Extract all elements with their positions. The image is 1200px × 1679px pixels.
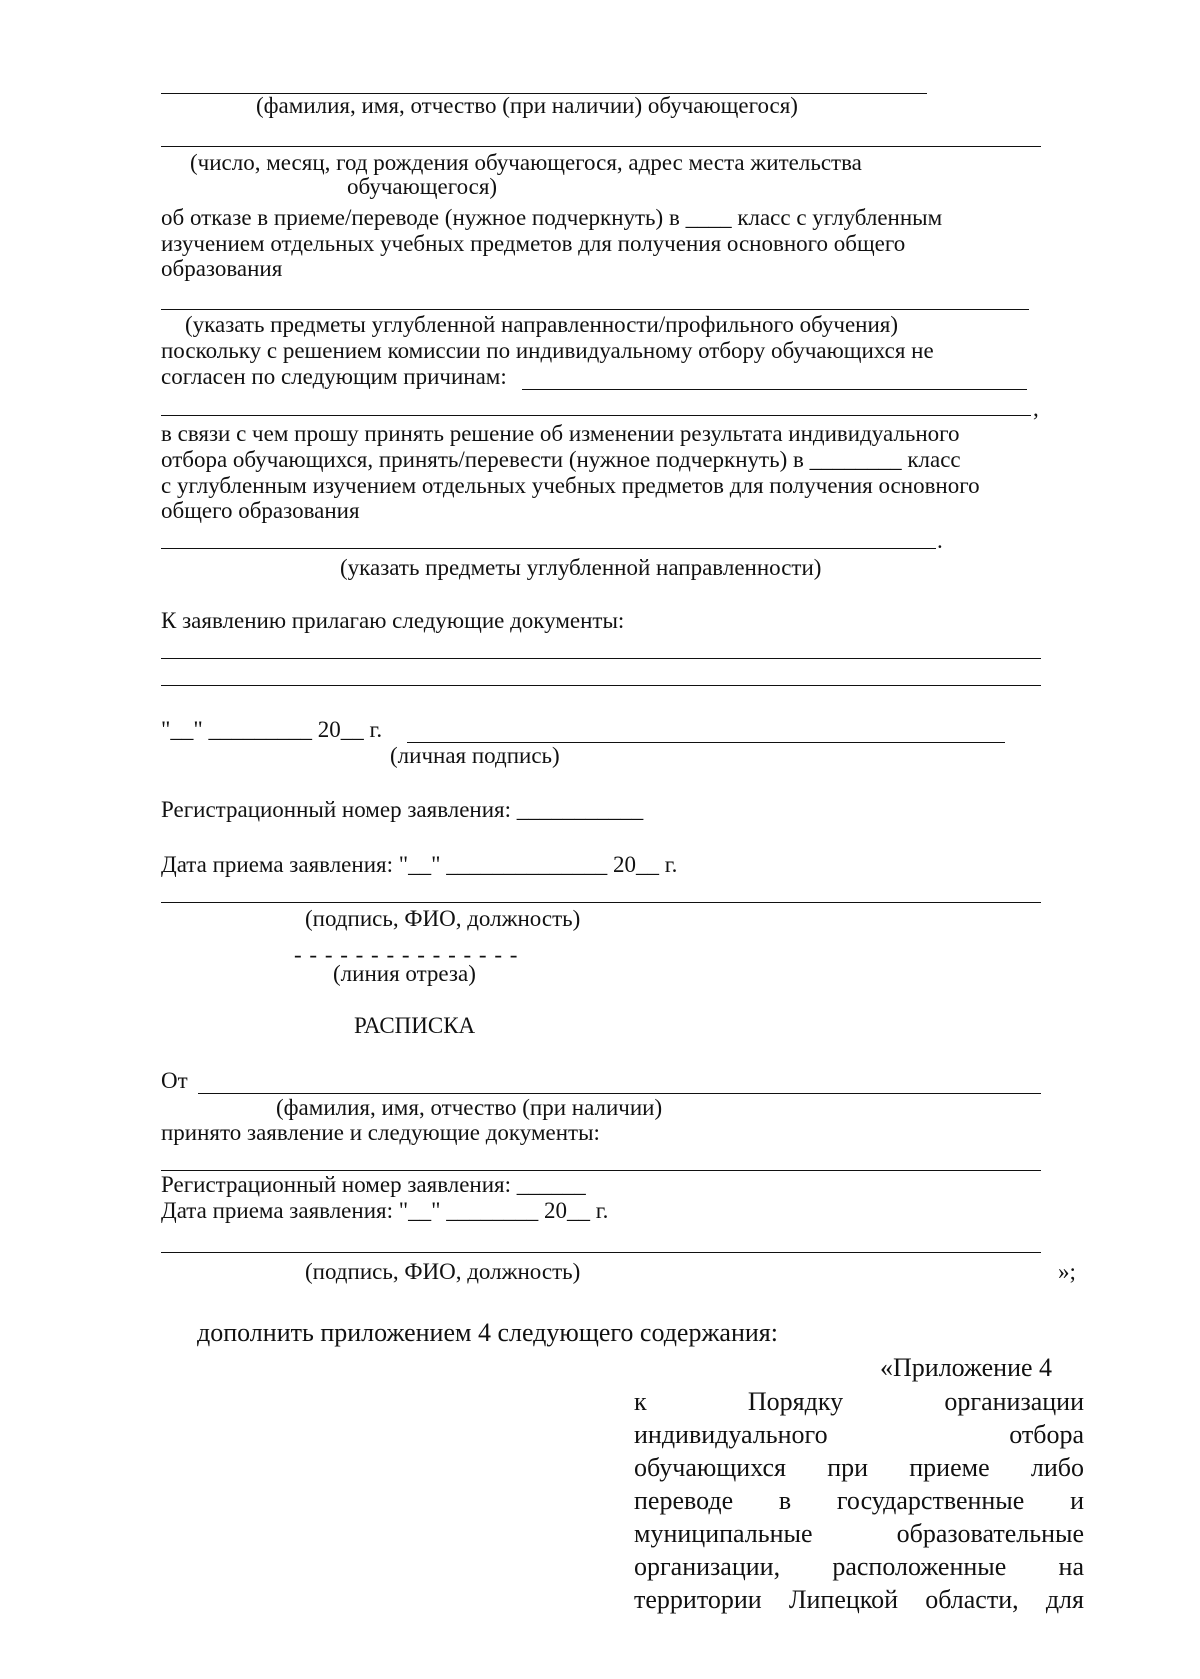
appendix-line: к Порядку организации (634, 1387, 1084, 1416)
registration-number: Регистрационный номер заявления: ___________ (161, 797, 644, 822)
receipt-fio-blank-line[interactable] (198, 1093, 1041, 1094)
birth-address-blank-line[interactable] (161, 146, 1041, 147)
amendment-text: дополнить приложением 4 следующего содержания: (197, 1318, 778, 1347)
request-text-3: с углубленным изучением отдельных учебных предметов для получения основного (161, 473, 980, 498)
refusal-text-1: об отказе в приеме/переводе (нужное подчеркнуть) в ____ класс с углубленным (161, 205, 943, 230)
caption-cut-line: (линия отреза) (333, 961, 476, 986)
reasons-comma: , (1033, 396, 1039, 421)
attach-documents-label: К заявлению прилагаю следующие документы: (161, 608, 625, 633)
caption-birth-address-1: (число, месяц, год рождения обучающегося, адрес места жительства (190, 150, 862, 175)
disagree-text-2: согласен по следующим причинам: (161, 364, 507, 389)
receipt-registration-number: Регистрационный номер заявления: ______ (161, 1172, 586, 1197)
receipt-date-received: Дата приема заявления: "__" ________ 20__ г. (161, 1198, 609, 1223)
request-text-2: отбора обучающихся, принять/перевести (нужное подчеркнуть) в ________ класс (161, 447, 961, 472)
request-text-4: общего образования (161, 498, 360, 523)
documents-blank-line-1[interactable] (161, 658, 1041, 659)
appendix-title: «Приложение 4 (880, 1353, 1053, 1382)
refusal-text-3: образования (161, 256, 283, 281)
refusal-text-2: изучением отдельных учебных предметов для получения основного общего (161, 231, 906, 256)
reasons-blank-line-2[interactable] (161, 415, 1031, 416)
appendix-line: переводе в государственные и (634, 1486, 1084, 1515)
profile-subjects-blank-line[interactable] (161, 309, 1029, 310)
caption-birth-address-2: обучающегося) (347, 174, 498, 199)
request-text-1: в связи с чем прошу принять решение об изменении результата индивидуального (161, 421, 960, 446)
appendix-line: территории Липецкой области, для (634, 1585, 1084, 1614)
receipt-title: РАСПИСКА (354, 1013, 476, 1038)
subjects-blank-line[interactable] (161, 548, 936, 549)
caption-profile-subjects: (указать предметы углубленной направленности/профильного обучения) (185, 312, 899, 337)
official-sign-blank-line[interactable] (161, 902, 1041, 903)
receipt-caption-sign-fio-position: (подпись, ФИО, должность) (305, 1259, 581, 1284)
caption-sign-fio-position: (подпись, ФИО, должность) (305, 906, 581, 931)
cut-line-dashes: - - - - - - - - - - - - - - - (294, 942, 519, 967)
appendix-line: организации, расположенные на (634, 1552, 1084, 1581)
reasons-blank-line-1[interactable] (522, 389, 1027, 390)
receipt-sign-blank-line[interactable] (161, 1252, 1041, 1253)
receipt-accepted-text: принято заявление и следующие документы: (161, 1120, 600, 1145)
appendix-line: муниципальные образовательные (634, 1519, 1084, 1548)
caption-student-fio: (фамилия, имя, отчество (при наличии) обучающегося) (256, 93, 798, 118)
date-received: Дата приема заявления: "__" ______________ 20__ г. (161, 852, 678, 877)
receipt-caption-fio: (фамилия, имя, отчество (при наличии) (276, 1095, 663, 1120)
appendix-line: индивидуального отбора (634, 1420, 1084, 1449)
caption-subjects: (указать предметы углубленной направленности) (340, 555, 822, 580)
appendix-line: обучающихся при приеме либо (634, 1453, 1084, 1482)
caption-signature: (личная подпись) (390, 743, 560, 768)
disagree-text-1: поскольку с решением комиссии по индивидуальному отбору обучающихся не (161, 338, 934, 363)
subjects-period: . (937, 528, 943, 553)
signature-date: "__" _________ 20__ г. (161, 717, 383, 742)
documents-blank-line-2[interactable] (161, 685, 1041, 686)
receipt-documents-blank-line[interactable] (161, 1170, 1041, 1171)
receipt-from-label: От (161, 1068, 188, 1093)
receipt-closing-quote: »; (1058, 1259, 1076, 1284)
